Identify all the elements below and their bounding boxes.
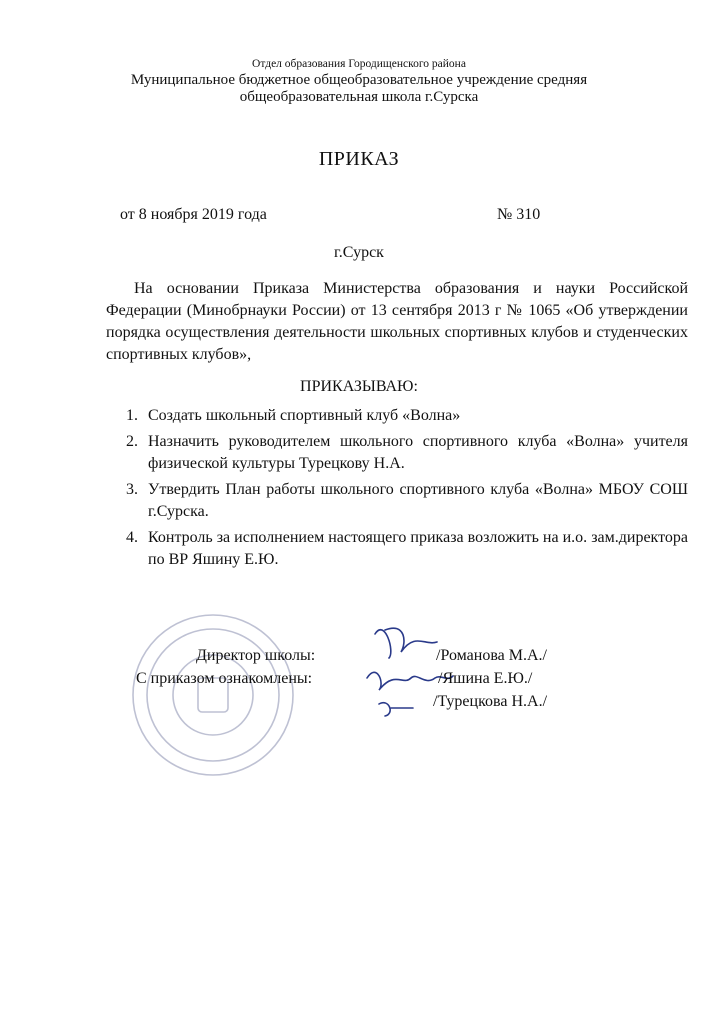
director-name: /Романова М.А./ [436,647,547,664]
document-title: ПРИКАЗ [318,148,400,170]
list-item [110,431,688,475]
department-header: Отдел образования Городищенского района [252,58,466,70]
list-item-number: 3. [126,481,138,498]
school-header-line1: Муниципальное бюджетное общеобразовательное учреждение средняя [130,72,588,88]
order-heading: ПРИКАЗЫВАЮ: [300,378,418,395]
list-item-number: 4. [126,529,138,546]
list-item [110,527,688,571]
school-stamp [128,610,298,780]
list-item [110,479,688,523]
document-date: от 8 ноября 2019 года [120,206,267,223]
list-item-text: Утвердить План работы школьного спортивного клуба «Волна» МБОУ СОШ г.Сурска. [148,481,688,520]
director-label: Директор школы: [196,647,316,664]
acquainted-label: С приказом ознакомлены: [136,670,313,687]
list-item-number: 1. [126,407,138,424]
list-item-text: Контроль за исполнением настоящего приказа возложить на и.о. зам.директора по ВР Яшину Е.Ю. [148,529,688,568]
acquainted-name-2: /Турецкова Н.А./ [433,693,548,710]
document-city: г.Сурск [334,244,384,261]
school-header-line2: общеобразовательная школа г.Сурска [239,89,479,105]
list-item-number: 2. [126,433,138,450]
order-items-list [110,405,688,575]
document-number: № 310 [497,206,541,223]
school-header [0,72,718,106]
list-item [110,405,688,427]
list-item-text: Создать школьный спортивный клуб «Волна» [148,407,461,424]
preamble-paragraph: На основании Приказа Министерства образования и науки Российской Федерации (Минобрнауки России) от 13 сентября 2013 г № 1065 «Об утверждении порядка осуществления деятельности школьных спортивных клубов и студенческих спортивных клубов», [106,280,688,363]
list-item-text: Назначить руководителем школьного спортивного клуба «Волна» учителя физической культуры Турецкову Н.А. [148,433,688,472]
acquainted-name-1: /Яшина Е.Ю./ [438,670,533,687]
